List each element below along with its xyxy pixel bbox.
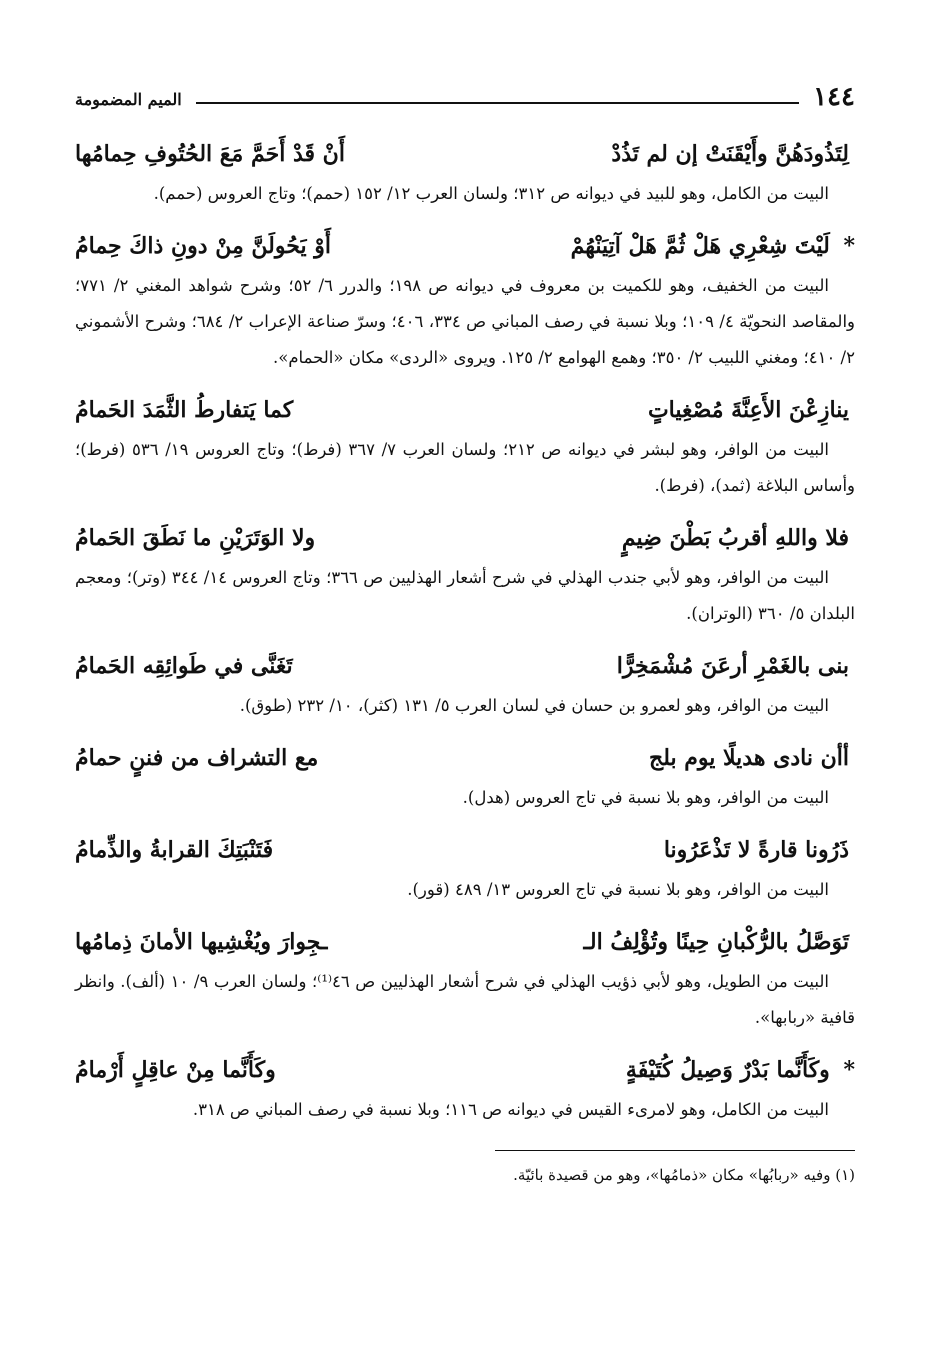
verse-entry-2 bbox=[75, 224, 855, 376]
verse-first-hemistich: تَوَصَّلُ بالرُّكْبانِ حِينًا وتُؤْلِفُ الـ bbox=[583, 929, 849, 955]
verse-entry-3 bbox=[75, 388, 855, 504]
footnote-rule bbox=[495, 1150, 855, 1151]
verse-first-hemistich: ينازِعْنَ الأَعِنَّةَ مُصْغِياتٍ bbox=[647, 397, 849, 423]
verse-first-hemistich: لِتَذُودَهُنَّ وأَيْقَنَتْ إن لم تَذُدْ bbox=[611, 141, 849, 167]
verse-entry-6 bbox=[75, 736, 855, 816]
verse-first-hemistich: أأن نادى هديلًا يوم بلج bbox=[649, 745, 849, 771]
footnote: (١) وفيه «ربابُها» مكان «ذمامُها»، وهو من قصيدة بائيّة. bbox=[513, 1166, 855, 1184]
verse-entry-1 bbox=[75, 132, 855, 212]
verse-line bbox=[75, 388, 855, 432]
verse-first-hemistich: ذَرُونا قارةً لا تَذْعَرُونا bbox=[663, 837, 849, 863]
verse-first-hemistich: فلا واللهِ أقربُ بَطْنَ ضِيمٍ bbox=[621, 525, 849, 551]
verse-note: البيت من الوافر، وهو بلا نسبة في تاج العروس (هدل). bbox=[462, 788, 829, 807]
book-page bbox=[75, 70, 855, 1189]
chapter-title: الميم المضمومة bbox=[75, 90, 182, 109]
verse-second-hemistich: أَوْ يَحُولَنَّ مِنْ دونِ ذاكَ حِمامُ bbox=[75, 233, 331, 259]
verse-note: البيت من الوافر، وهو لعمرو بن حسان في لسان العرب ٥/ ١٣١ (كثر)، ١٠/ ٢٣٢ (طوق). bbox=[239, 696, 829, 715]
page-header bbox=[75, 70, 855, 110]
verse-note: البيت من الخفيف، وهو للكميت بن معروف في ديوانه ص ١٩٨؛ والدرر ٦/ ٥٢؛ وشرح شواهد المغني ٢/ ٧٧١؛ والمقاصد النحويّة ٤/ ١٠٩؛ وبلا نسبة في رصف المباني ص ٣٣٤، ٤٠٦؛ وسرّ صناعة الإعراب ٢/ ٦٨٤؛ وشرح الأشموني ٢/ ٤١٠؛ ومغني اللبيب ٢/ ٣٥٠؛ وهمع الهوامع ٢/ ١٢٥. ويروى «الردى» مكان «الحمام». bbox=[75, 276, 856, 367]
verse-first-hemistich: * وكَأَنَّما بَدْرٌ وَصِيلُ كُتَيْفَةٍ bbox=[625, 1057, 855, 1083]
verse-second-hemistich: تَغَنَّى في طَوائِقِه الحَمامُ bbox=[75, 653, 293, 679]
page-number: ١٤٤ bbox=[813, 82, 855, 112]
verse-entry-5 bbox=[75, 644, 855, 724]
verse-note: البيت من الوافر، وهو لبشر في ديوانه ص ٢١٢؛ ولسان العرب ٧/ ٣٦٧ (فرط)؛ وتاج العروس ١٩/ ٥٣٦ (فرط)؛ وأساس البلاغة (ثمد)، (فرط). bbox=[75, 440, 855, 495]
star-marker: * bbox=[843, 233, 855, 259]
verse-entry-7 bbox=[75, 828, 855, 908]
verse-line bbox=[75, 736, 855, 780]
verse-line bbox=[75, 1048, 855, 1092]
verse-second-hemistich: مع التشراف من فننٍ حمامُ bbox=[75, 745, 319, 771]
header-rule bbox=[196, 102, 799, 104]
verse-first-hemistich: بنى بالغَمْرِ أرعَنَ مُشْمَخِرًّا bbox=[616, 653, 849, 679]
verse-note: البيت من الطويل، وهو لأبي ذؤيب الهذلي في شرح أشعار الهذليين ص ٤٦⁽¹⁾؛ ولسان العرب ٩/ ١٠ (ألف). وانظر قافية «ربابها». bbox=[75, 972, 855, 1027]
verse-second-hemistich: ـجِوارَ ويُغْشِيها الأمانَ ذِمامُها bbox=[75, 929, 328, 955]
verse-line bbox=[75, 828, 855, 872]
verse-note: البيت من الوافر، وهو لأبي جندب الهذلي في شرح أشعار الهذليين ص ٣٦٦؛ وتاج العروس ١٤/ ٣٤٤ (وتر)؛ ومعجم البلدان ٥/ ٣٦٠ (الوتران). bbox=[75, 568, 855, 623]
star-marker: * bbox=[843, 1057, 855, 1083]
verse-line bbox=[75, 644, 855, 688]
verse-note: البيت من الكامل، وهو لامرىء القيس في ديوانه ص ١١٦؛ وبلا نسبة في رصف المباني ص ٣١٨. bbox=[192, 1100, 829, 1119]
verse-second-hemistich: أَنْ قَدْ أَحَمَّ مَعَ الحُتُوفِ حِمامُها bbox=[75, 141, 345, 167]
verse-entry-9 bbox=[75, 1048, 855, 1128]
verse-second-hemistich: ولا الوَتَرَيْنِ ما نَطَقَ الحَمامُ bbox=[75, 525, 316, 551]
verse-line bbox=[75, 516, 855, 560]
verse-line bbox=[75, 920, 855, 964]
verse-second-hemistich: وكَأَنَّما مِنْ عاقِلٍ أَرْمامُ bbox=[75, 1057, 276, 1083]
verse-second-hemistich: فَتَنْبَتِكَ القرابةُ والذِّمامُ bbox=[75, 837, 274, 863]
verse-first-hemistich: * لَيْتَ شِعْرِي هَلْ ثُمَّ هَلْ آتِيَنْهُمْ bbox=[570, 233, 855, 259]
verse-note: البيت من الوافر، وهو بلا نسبة في تاج العروس ١٣/ ٤٨٩ (قور). bbox=[407, 880, 829, 899]
verse-line bbox=[75, 224, 855, 268]
verse-entry-8 bbox=[75, 920, 855, 1036]
verse-second-hemistich: كما يَتفارطُ الثَّمَدَ الحَمامُ bbox=[75, 397, 294, 423]
verse-note: البيت من الكامل، وهو للبيد في ديوانه ص ٣١٢؛ ولسان العرب ١٢/ ١٥٢ (حمم)؛ وتاج العروس (حمم). bbox=[153, 184, 829, 203]
verse-line bbox=[75, 132, 855, 176]
verse-entry-4 bbox=[75, 516, 855, 632]
